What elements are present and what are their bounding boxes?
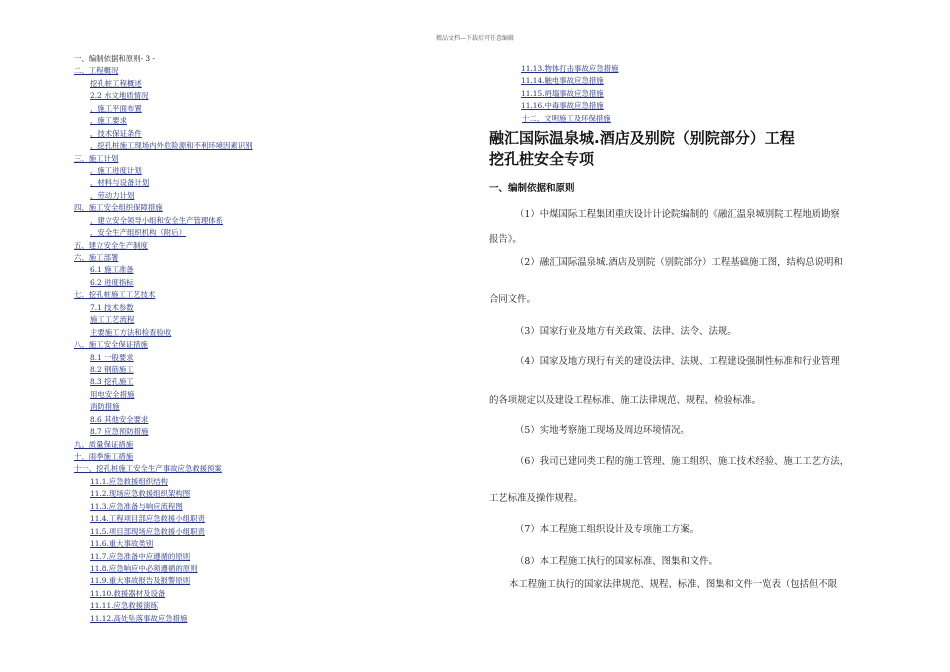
toc-entry[interactable]: 十一、挖孔桩施工安全生产事故应急救援预案 xyxy=(74,464,222,474)
toc-entry[interactable]: 2.2 水文地质情况 xyxy=(90,91,149,101)
toc-entry[interactable]: 11.13.物体打击事故应急措施 xyxy=(521,64,619,73)
toc-entry[interactable]: 8.2 钢筋施工 xyxy=(90,364,134,374)
toc-entry[interactable]: 二、工程概况 xyxy=(74,66,119,76)
toc-entry[interactable]: 四、施工安全组织保障措施 xyxy=(74,203,163,213)
table-of-contents-left xyxy=(74,53,324,625)
toc-entry[interactable]: 主要施工方法和检查验收 xyxy=(90,327,172,337)
toc-entry[interactable]: 11.1.应急救援组织结构 xyxy=(90,476,168,486)
table-of-contents-right xyxy=(505,63,755,125)
body-paragraph: （5）实地考察施工现场及周边环境情况。 xyxy=(515,425,690,436)
body-paragraph: （4）国家及地方现行有关的建设法律、法规、工程建设强制性标准和行业管理 xyxy=(515,356,840,367)
toc-entry[interactable]: 、建立安全领导小组和安全生产管理体系 xyxy=(90,215,224,225)
toc-entry[interactable]: 、安全生产组织机构（附后） xyxy=(90,228,187,238)
toc-entry[interactable]: 五、建立安全生产制度 xyxy=(74,240,148,250)
toc-entry[interactable]: 11.10.救援器材及设备 xyxy=(90,588,166,598)
toc-entry[interactable]: 六、施工部署 xyxy=(74,253,119,262)
body-paragraph: （1）中煤国际工程集团重庆设计计论院编制的《融汇温泉城别院工程地质勘察 xyxy=(515,209,840,220)
toc-entry[interactable]: 11.2.现场应急救援组织架构图 xyxy=(90,489,191,499)
toc-entry[interactable]: 6.1 施工准备 xyxy=(90,265,134,275)
toc-entry[interactable]: 三、施工计划 xyxy=(74,153,119,163)
toc-entry[interactable]: 8.7 应急预防措施 xyxy=(90,427,149,437)
toc-entry[interactable]: 九、质量保证措施 xyxy=(74,439,134,449)
body-paragraph: 本工程施工执行的国家法律规范、规程、标准、图集和文件一览表（包括但不限 xyxy=(509,579,838,590)
toc-entry[interactable]: 十二、文明施工及环保措施 xyxy=(522,113,611,123)
toc-entry[interactable]: 11.6.重大事故类别 xyxy=(90,539,154,549)
toc-entry[interactable]: 、施工进度计划 xyxy=(90,165,142,175)
document-title xyxy=(489,128,909,170)
toc-entry[interactable]: 6.2 进度指标 xyxy=(90,277,134,287)
toc-entry[interactable]: 七、挖孔桩施工工艺技术 xyxy=(74,290,156,300)
toc-entry[interactable]: 、施工平面布置 xyxy=(90,103,142,113)
section-heading: 一、编制依据和原则 xyxy=(489,183,575,194)
toc-entry[interactable]: 11.14.触电事故应急措施 xyxy=(521,76,604,86)
toc-entry[interactable]: 消防措施 xyxy=(90,402,120,412)
body-paragraph: 报告》。 xyxy=(489,234,522,245)
toc-entry[interactable]: 11.11.应急救援演练 xyxy=(90,601,158,611)
toc-entry[interactable]: 11.5.项目部现场应急救援小组职责 xyxy=(90,526,205,536)
toc-entry[interactable]: 八、施工安全保证措施 xyxy=(74,340,148,350)
toc-entry[interactable]: 11.15.坍塌事故应急措施 xyxy=(521,88,604,98)
body-paragraph: （7）本工程施工组织设计及专项施工方案。 xyxy=(515,524,700,535)
toc-entry[interactable]: 8.6 其他安全要求 xyxy=(90,414,149,424)
body-paragraph: （3）国家行业及地方有关政策、法律、法令、法规。 xyxy=(515,326,737,337)
toc-entry[interactable]: 挖孔桩工程概述 xyxy=(90,78,142,88)
toc-entry: 一、编制依据和原则- 3 - xyxy=(74,54,155,63)
toc-entry[interactable]: 、挖孔桩施工现场内外危险源和不利环境因素识别 xyxy=(90,141,253,151)
toc-entry[interactable]: 8.1 一般要求 xyxy=(90,352,134,362)
body-paragraph: 合同文件。 xyxy=(489,294,536,305)
toc-entry[interactable]: 11.16.中毒事故应急措施 xyxy=(521,101,604,111)
toc-entry[interactable]: 11.3.应急准备与响应流程图 xyxy=(90,501,183,511)
toc-entry[interactable]: 11.12.高处坠落事故应急措施 xyxy=(90,613,188,623)
body-paragraph: （2）融汇国际温泉城.酒店及别院（别院部分）工程基础施工图，结构总说明和 xyxy=(515,257,843,268)
toc-entry[interactable]: 11.7.应急准备中应遵循的原则 xyxy=(90,551,191,561)
toc-entry[interactable]: 、材料与设备计划 xyxy=(90,178,150,188)
document-title-line-2: 挖孔桩安全专项 xyxy=(489,150,595,168)
toc-entry[interactable]: 7.1 技术参数 xyxy=(90,302,134,312)
toc-entry[interactable]: 十、雨季施工措施 xyxy=(74,452,134,461)
toc-entry[interactable]: 施工工艺流程 xyxy=(90,315,135,325)
toc-entry[interactable]: 、技术保证条件 xyxy=(90,128,142,138)
toc-entry[interactable]: 8.3 挖孔施工 xyxy=(90,377,134,387)
toc-entry[interactable]: 11.8.应急响应中必须遵循的原则 xyxy=(90,563,198,573)
document-title-line-1: 融汇国际温泉城.酒店及别院（别院部分）工程 xyxy=(489,129,795,147)
body-paragraph: 的各项规定以及建设工程标准、施工法律规范、规程、检验标准。 xyxy=(489,395,761,406)
toc-entry[interactable]: 用电安全措施 xyxy=(90,389,135,399)
toc-entry[interactable]: 、施工要求 xyxy=(90,116,127,126)
body-paragraph: （6）我司已建同类工程的施工管理、施工组织、施工技术经验、施工工艺方法， xyxy=(515,456,850,467)
page-header: 精品文档---下载后可任意编辑 xyxy=(435,35,515,42)
toc-entry[interactable]: 11.4.工程项目部应急救援小组职责 xyxy=(90,514,205,524)
toc-entry[interactable]: 11.9.重大事故报告及报警原则 xyxy=(90,576,191,586)
toc-entry[interactable]: 、劳动力计划 xyxy=(90,190,135,200)
body-paragraph: 工艺标准及操作规程。 xyxy=(489,493,583,504)
body-paragraph: （8）本工程施工执行的国家标准、图集和文件。 xyxy=(515,556,718,567)
